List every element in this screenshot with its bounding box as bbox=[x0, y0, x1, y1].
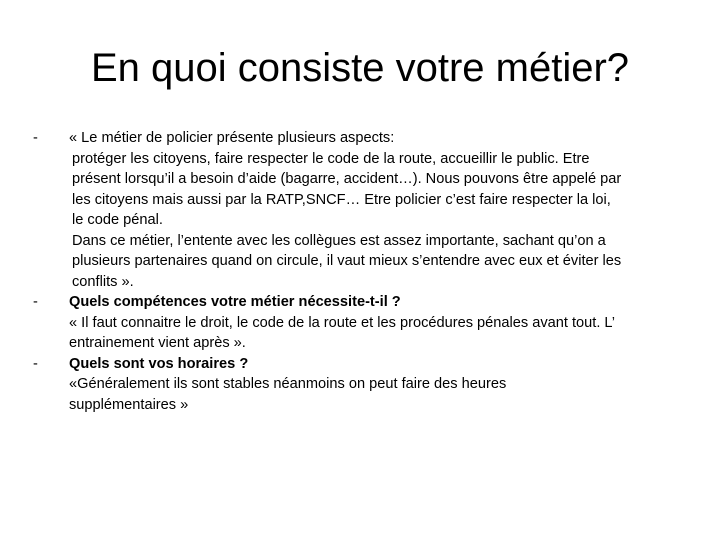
answer-line: présent lorsqu’il a besoin d’aide (bagarre, accident…). Nous pouvons être appelé par bbox=[72, 171, 622, 187]
question-heading: Quels sont vos horaires ? bbox=[69, 355, 249, 372]
answer-line: le code pénal. bbox=[72, 212, 163, 228]
answer-line: conflits ». bbox=[72, 273, 134, 290]
answer-line: supplémentaires » bbox=[69, 396, 189, 413]
bullet-item-horaires bbox=[33, 354, 683, 416]
bullet-item-competences bbox=[33, 292, 683, 354]
answer-line: les citoyens mais aussi par la RATP,SNCF… Etre policier c’est faire respecter la loi, bbox=[72, 191, 611, 208]
bullet-dash: - bbox=[33, 130, 38, 146]
bullet-text: « Le métier de policier présente plusieurs aspects: bbox=[69, 130, 395, 146]
answer-line: Dans ce métier, l’entente avec les collègues est assez importante, sachant qu’on a bbox=[72, 232, 606, 249]
slide-title: En quoi consiste votre métier? bbox=[90, 46, 630, 90]
answer-line: entrainement vient après ». bbox=[69, 335, 246, 351]
question-heading: Quels compétences votre métier nécessite-t-il ? bbox=[69, 294, 401, 310]
answer-line: protéger les citoyens, faire respecter le code de la route, accueillir le public. Etre bbox=[72, 150, 590, 167]
bullet-dash: - bbox=[33, 294, 38, 310]
slide-content bbox=[33, 128, 683, 415]
answer-line: «Généralement ils sont stables néanmoins on peut faire des heures bbox=[69, 376, 507, 392]
bullet-dash: - bbox=[33, 355, 38, 372]
answer-line: plusieurs partenaires quand on circule, il vaut mieux s’entendre avec eux et éviter les bbox=[72, 253, 622, 269]
bullet-item-metier bbox=[33, 128, 683, 292]
answer-line: « Il faut connaitre le droit, le code de la route et les procédures pénales avant tout. L’ bbox=[69, 314, 615, 331]
